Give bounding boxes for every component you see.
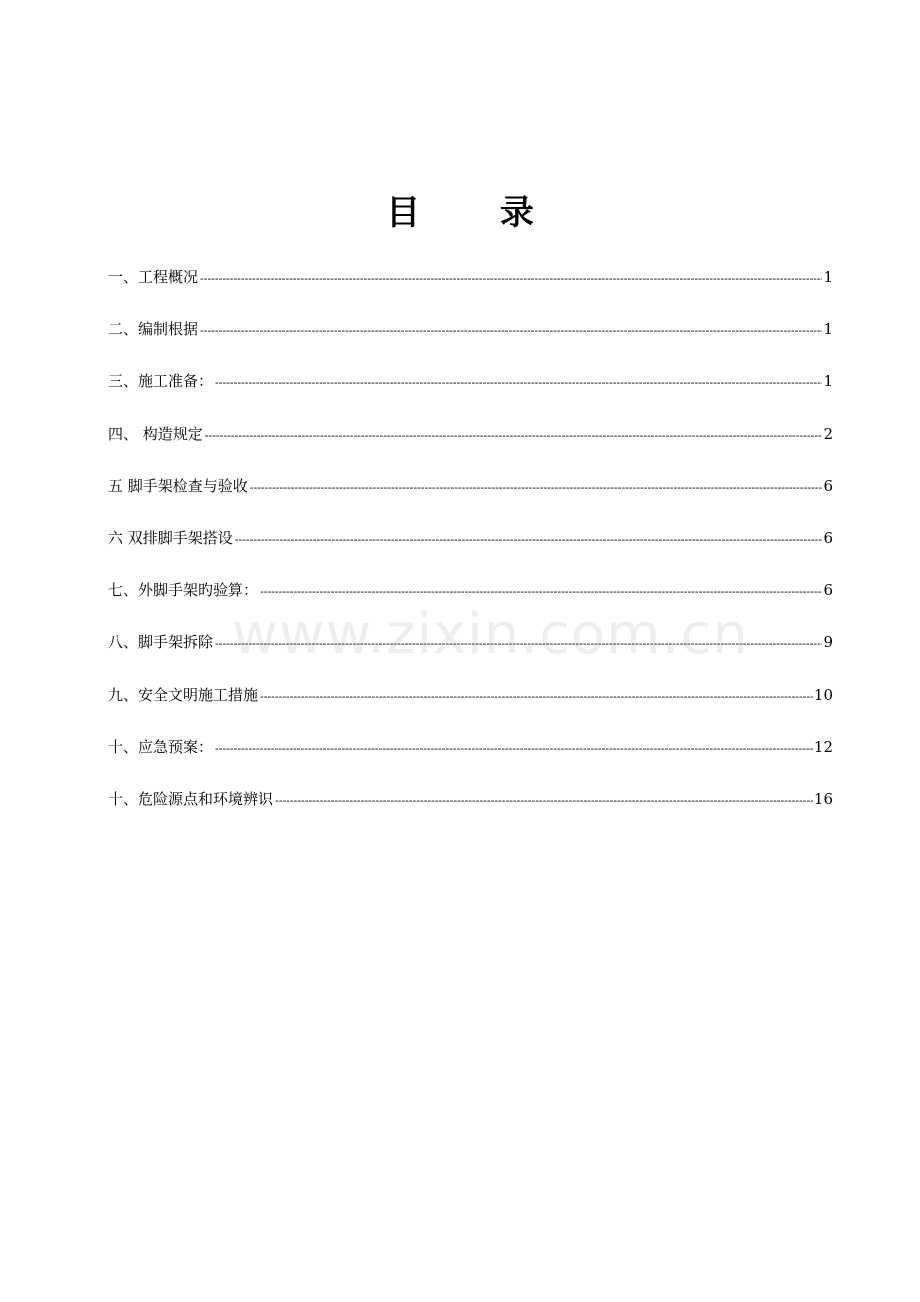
toc-item[interactable]	[108, 627, 833, 679]
toc-title: 目 录	[386, 193, 568, 233]
toc-item-label: 二、编制根据	[108, 320, 199, 339]
toc-item-page: 6	[823, 476, 833, 495]
toc-list	[108, 262, 833, 836]
toc-item[interactable]	[108, 575, 833, 627]
toc-item[interactable]	[108, 732, 833, 784]
toc-item[interactable]	[108, 366, 833, 418]
toc-dot-leader	[235, 525, 823, 555]
toc-dot-leader	[275, 786, 813, 816]
toc-item-page: 12	[813, 737, 833, 756]
toc-item-label: 十、应急预案：	[108, 737, 214, 756]
toc-item-page: 16	[813, 789, 833, 808]
toc-item-page: 1	[823, 268, 833, 286]
toc-dot-leader	[200, 316, 822, 346]
toc-item[interactable]	[108, 262, 833, 314]
watermark: www.zixin.com.cn	[232, 602, 749, 667]
toc-item-label: 三、施工准备：	[108, 372, 214, 391]
toc-item[interactable]	[108, 680, 833, 732]
toc-item-page: 1	[823, 372, 833, 391]
toc-item[interactable]	[108, 471, 833, 523]
toc-item-label: 四、 构造规定	[108, 424, 203, 443]
toc-item-label: 九、安全文明施工措施	[108, 685, 259, 704]
toc-dot-leader	[260, 682, 813, 712]
toc-item[interactable]	[108, 784, 833, 836]
toc-item-page: 1	[823, 320, 833, 339]
toc-item-page: 6	[823, 528, 833, 547]
toc-dot-leader	[200, 264, 822, 294]
toc-dot-leader	[215, 629, 822, 659]
toc-item-label: 八、脚手架拆除	[108, 633, 214, 652]
toc-dot-leader	[215, 734, 813, 764]
toc-item-label: 十、危险源点和环境辨识	[108, 789, 274, 808]
toc-item-label: 五 脚手架检查与验收	[108, 476, 248, 495]
toc-dot-leader	[250, 473, 823, 503]
toc-item[interactable]	[108, 314, 833, 366]
toc-item-page: 2	[823, 424, 833, 443]
toc-item[interactable]	[108, 523, 833, 575]
toc-item-page: 9	[823, 633, 833, 652]
toc-item-label: 一、工程概况	[108, 268, 199, 286]
toc-item-page: 6	[823, 581, 833, 600]
toc-item-label: 六 双排脚手架搭设	[108, 528, 233, 547]
toc-item-label: 七、外脚手架旳验算：	[108, 581, 259, 600]
toc-dot-leader	[205, 421, 823, 451]
toc-item[interactable]	[108, 419, 833, 471]
toc-dot-leader	[260, 577, 822, 607]
toc-dot-leader	[215, 368, 822, 398]
toc-item-page: 10	[813, 685, 833, 704]
